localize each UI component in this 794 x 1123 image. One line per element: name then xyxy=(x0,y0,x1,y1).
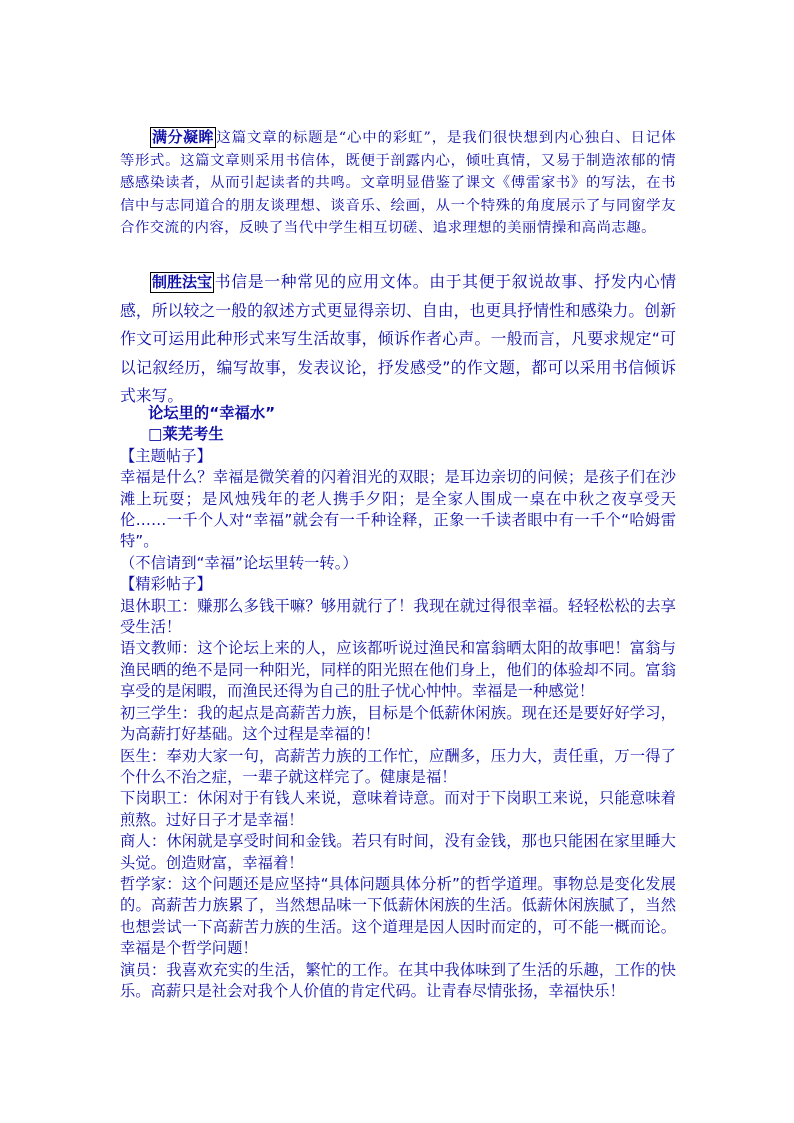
post-text: 这个问题还是应坚持“具体问题具体分析”的哲学道理。事物总是变化发展的。高薪苦力族累了，当然想品味一下低薪休闲族的生活。低薪休闲族腻了，当然也想尝试一下高薪苦力族的生活。这个道理是因人因时而定的，可不能一概而论。幸福是个哲学问题！ xyxy=(120,874,676,958)
article-title: 论坛里的“幸福水” xyxy=(148,404,276,422)
commentary-paragraph-1 xyxy=(120,127,676,240)
post-speaker: 初三学生： xyxy=(120,703,198,722)
post-text: 奉劝大家一句，高薪苦力族的工作忙，应酬多，压力大，责任重，万一得了个什么不治之症，一辈子就这样完了。健康是福！ xyxy=(120,746,676,786)
commentary-paragraph-2 xyxy=(120,268,676,411)
post-speaker: 演员： xyxy=(120,960,167,979)
post-text: 我喜欢充实的生活，繁忙的工作。在其中我体味到了生活的乐趣，工作的快乐。高薪只是社会对我个人价值的肯定代码。让青春尽情张扬，幸福快乐！ xyxy=(120,960,676,1000)
post-speaker: 语文教师： xyxy=(120,639,198,658)
topic-heading: 【主题帖子】 xyxy=(120,446,212,465)
post-text: 我的起点是高薪苦力族，目标是个低薪休闲族。现在还是要好好学习，为高薪打好基础。这个过程是幸福的！ xyxy=(120,703,676,744)
commentary-label-1: 满分凝眸 xyxy=(152,128,215,146)
post-philosopher xyxy=(120,874,676,960)
post-text: 赚那么多钱干嘛？够用就行了！我现在就过得很幸福。轻轻松松的去享受生活！ xyxy=(120,596,676,637)
post-laid-off-worker xyxy=(120,788,676,831)
post-doctor xyxy=(120,746,676,789)
post-retired-worker xyxy=(120,596,676,639)
post-student xyxy=(120,703,676,746)
commentary-text-1: 这篇文章的标题是“心中的彩虹”，是我们很快想到内心独白、日记体等形式。这篇文章则采用书信体，既便于剖露内心，倾吐真情，又易于制造浓郁的情感感染读者，从而引起读者的共鸣。文章明显借鉴了课文《傅雷家书》的写法，在书信中与志同道合的朋友谈理想、谈音乐、绘画，从一个特殊的角度展示了与同窗学友合作交流的内容，反映了当代中学生相互切磋、追求理想的美丽情操和高尚志趣。 xyxy=(120,130,676,236)
post-speaker: 医生： xyxy=(120,746,167,765)
post-chinese-teacher xyxy=(120,638,676,702)
posts-heading: 【精彩帖子】 xyxy=(120,575,212,594)
post-text: 休闲就是享受时间和金钱。若只有时间，没有金钱，那也只能困在家里睡大头觉。创造财富，幸福着！ xyxy=(120,832,676,872)
topic-note: （不信请到“幸福”论坛里转一转。） xyxy=(120,553,358,572)
post-speaker: 哲学家： xyxy=(120,874,182,893)
article-author: □莱芜考生 xyxy=(148,425,224,444)
post-speaker: 下岗职工： xyxy=(120,789,198,808)
commentary-label-2: 制胜法宝 xyxy=(152,273,213,291)
post-text: 这个论坛上来的人，应该都听说过渔民和富翁晒太阳的故事吧！富翁与渔民晒的绝不是同一种阳光，同样的阳光照在他们身上，他们的体验却不同。富翁享受的是闲暇，而渔民还得为自己的肚子忧心忡忡。幸福是一种感觉！ xyxy=(120,639,676,701)
commentary-text-2: 书信是一种常见的应用文体。由于其便于叙说故事、抒发内心情感，所以较之一般的叙述方式更显得亲切、自由，也更具抒情性和感染力。创新作文可运用此种形式来写生活故事，倾诉作者心声。一般而言，凡要求规定“可以记叙经历，编写故事，发表议论，抒发感受”的作文题，都可以采用书信倾诉式来写。 xyxy=(120,272,676,405)
post-merchant xyxy=(120,831,676,874)
post-text: 休闲对于有钱人来说，意味着诗意。而对于下岗职工来说，只能意味着煎熬。过好日子才是幸福！ xyxy=(120,789,676,829)
post-actor xyxy=(120,960,676,1003)
article xyxy=(120,403,676,1002)
topic-text: 幸福是什么？幸福是微笑着的闪着泪光的双眼；是耳边亲切的问候；是孩子们在沙滩上玩耍；是风烛残年的老人携手夕阳；是全家人围成一桌在中秋之夜享受天伦……一千个人对“幸福”就会有一千种诠释，正象一千读者眼中有一千个“哈姆雷特”。 xyxy=(120,468,676,551)
post-speaker: 商人： xyxy=(120,832,167,851)
post-speaker: 退休职工： xyxy=(120,596,198,615)
